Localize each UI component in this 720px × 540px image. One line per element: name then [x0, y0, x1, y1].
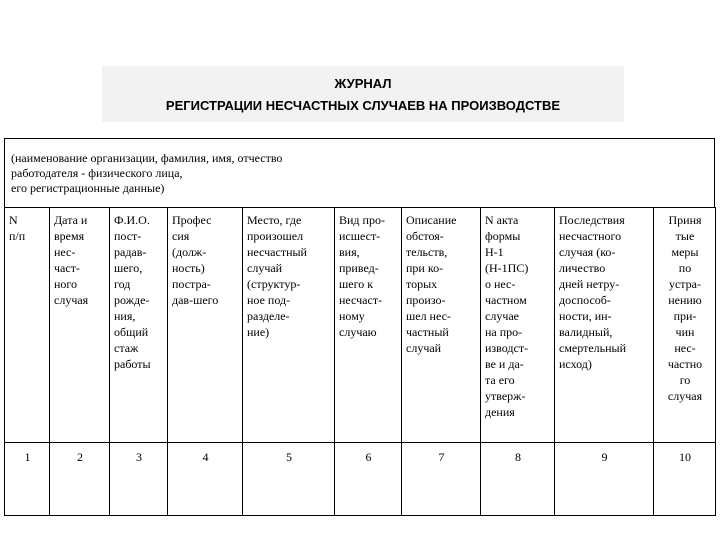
column-header-line: нению — [668, 293, 702, 307]
column-header-line: время — [54, 229, 85, 243]
column-header-line: ве и да- — [485, 357, 524, 371]
column-header-line: шел нес- — [406, 309, 451, 323]
column-header-line: доспособ- — [559, 293, 611, 307]
column-header-3 — [110, 208, 168, 443]
column-header-line: ние) — [247, 325, 270, 339]
column-number-3: 3 — [110, 443, 168, 516]
column-header-line: устра- — [668, 277, 702, 291]
journal-table — [4, 207, 716, 516]
column-number-8: 8 — [481, 443, 555, 516]
column-header-2 — [50, 208, 110, 443]
column-number-9: 9 — [555, 443, 654, 516]
column-header-line: рожде- — [114, 293, 150, 307]
column-header-line: частно — [667, 357, 703, 371]
column-header-line: Дата и — [54, 213, 88, 227]
column-header-line: Ф.И.О. — [114, 213, 150, 227]
journal-title-block — [102, 66, 624, 122]
column-header-line: постра- — [172, 277, 211, 291]
column-header-line: ное под- — [247, 293, 291, 307]
column-header-line: несчастный — [247, 245, 307, 259]
column-header-line: год — [114, 277, 131, 291]
column-header-line: случай — [247, 261, 283, 275]
column-header-line: дав-шего — [172, 293, 219, 307]
column-header-line: (долж- — [172, 245, 207, 259]
column-header-line: о нес- — [485, 277, 516, 291]
column-header-line: случая — [667, 389, 703, 403]
column-number-1: 1 — [5, 443, 50, 516]
column-header-line: ния, — [114, 309, 136, 323]
column-header-line: частном — [485, 293, 527, 307]
column-header-line: шего, — [114, 261, 143, 275]
column-header-line: ности, ин- — [559, 309, 612, 323]
column-header-line: Место, где — [247, 213, 302, 227]
column-header-line: утверж- — [485, 389, 526, 403]
journal-title: ЖУРНАЛ — [334, 76, 392, 91]
column-header-line: част- — [54, 261, 80, 275]
column-header-line: работы — [114, 357, 151, 371]
org-info-line: работодателя - физического лица, — [11, 166, 183, 180]
column-header-4 — [168, 208, 243, 443]
org-info-line: его регистрационные данные) — [11, 181, 165, 195]
column-header-7 — [402, 208, 481, 443]
column-header-line: дней нетру- — [559, 277, 620, 291]
column-number-6: 6 — [335, 443, 402, 516]
column-header-line: Н-1 — [485, 245, 504, 259]
column-header-1 — [5, 208, 50, 443]
column-header-line: нес- — [54, 245, 76, 259]
column-header-line: несчастного — [559, 229, 622, 243]
column-header-line: чин — [675, 325, 695, 339]
column-header-line: радав- — [114, 245, 147, 259]
column-header-line: произошел — [247, 229, 304, 243]
column-header-line: смертельный — [559, 341, 627, 355]
table-number-row — [5, 443, 716, 516]
column-header-line: торых — [406, 277, 438, 291]
column-header-line: Профес — [172, 213, 212, 227]
column-header-line: несчаст- — [339, 293, 383, 307]
column-header-line: шего к — [339, 277, 374, 291]
column-header-line: сия — [172, 229, 190, 243]
column-header-line: произо- — [406, 293, 446, 307]
column-header-line: исход) — [559, 357, 592, 371]
column-header-line: случаю — [339, 325, 377, 339]
column-header-6 — [335, 208, 402, 443]
column-header-line: тельств, — [406, 245, 448, 259]
column-header-line: случай — [406, 341, 442, 355]
column-header-line: валидный, — [559, 325, 613, 339]
column-header-line: при- — [673, 309, 697, 323]
column-header-10 — [654, 208, 716, 443]
column-header-line: ность) — [172, 261, 205, 275]
column-number-10: 10 — [654, 443, 716, 516]
column-header-line: разделе- — [247, 309, 290, 323]
column-header-line: нес- — [674, 341, 696, 355]
column-header-line: личество — [559, 261, 606, 275]
organization-info — [4, 138, 715, 207]
column-header-line: случая — [54, 293, 89, 307]
column-header-line: ному — [339, 309, 365, 323]
column-header-line: дения — [485, 405, 515, 419]
column-header-line: тые — [675, 229, 695, 243]
column-header-line: го — [679, 373, 691, 387]
column-header-line: случая (ко- — [559, 245, 616, 259]
column-header-line: N — [9, 213, 18, 227]
column-header-line: при ко- — [406, 261, 444, 275]
column-header-line: частный — [406, 325, 449, 339]
column-header-line: Описание — [406, 213, 457, 227]
column-header-line: пост- — [114, 229, 142, 243]
column-header-line: случае — [485, 309, 520, 323]
column-header-line: обстоя- — [406, 229, 444, 243]
column-header-line: на про- — [485, 325, 523, 339]
column-header-line: ного — [54, 277, 78, 291]
column-header-line: общий — [114, 325, 149, 339]
column-header-line: Вид про- — [339, 213, 385, 227]
column-number-5: 5 — [243, 443, 335, 516]
column-header-5 — [243, 208, 335, 443]
column-header-line: та его — [485, 373, 515, 387]
column-header-line: изводст- — [485, 341, 529, 355]
column-header-8 — [481, 208, 555, 443]
column-header-line: формы — [485, 229, 521, 243]
column-header-line: вия, — [339, 245, 360, 259]
column-header-line: стаж — [114, 341, 139, 355]
journal-subtitle: РЕГИСТРАЦИИ НЕСЧАСТНЫХ СЛУЧАЕВ НА ПРОИЗВОДСТВЕ — [165, 98, 561, 113]
column-header-line: меры — [671, 245, 699, 259]
column-header-line: привед- — [339, 261, 379, 275]
table-header-row — [5, 208, 716, 443]
column-number-2: 2 — [50, 443, 110, 516]
column-header-line: (Н-1ПС) — [485, 261, 529, 275]
column-header-line: п/п — [9, 229, 26, 243]
column-number-7: 7 — [402, 443, 481, 516]
column-header-line: (структур- — [247, 277, 301, 291]
column-header-9 — [555, 208, 654, 443]
column-header-line: исшест- — [339, 229, 381, 243]
column-header-line: Приня — [668, 213, 702, 227]
org-info-line: (наименование организации, фамилия, имя, отчество — [11, 151, 283, 165]
column-header-line: Последствия — [559, 213, 625, 227]
column-header-line: N акта — [485, 213, 519, 227]
column-number-4: 4 — [168, 443, 243, 516]
column-header-line: по — [678, 261, 692, 275]
